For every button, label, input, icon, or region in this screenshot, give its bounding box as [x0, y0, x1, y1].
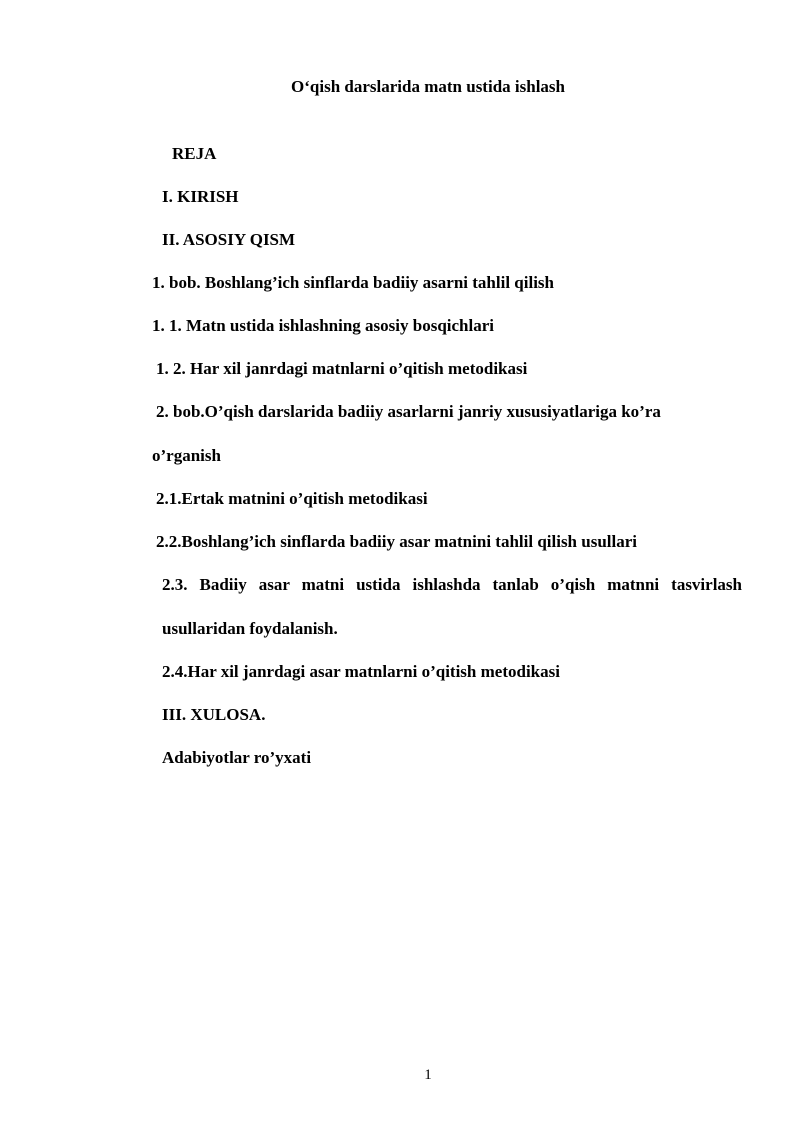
- plan-item-bibliography: Adabiyotlar ro’yxati: [162, 748, 312, 767]
- plan-item-section-1-2: 1. 2. Har xil janrdagi matnlarni o’qitish metodikasi: [156, 359, 528, 378]
- plan-heading: REJA: [172, 144, 217, 163]
- plan-item-introduction: I. KIRISH: [162, 187, 239, 206]
- plan-item-chapter-2: 2. bob.O’qish darslarida badiiy asarlarni janriy xususiyatlariga ko’ra: [156, 402, 661, 421]
- plan-item-section-2-1: 2.1.Ertak matnini o’qitish metodikasi: [156, 489, 428, 508]
- plan-item-section-2-4: 2.4.Har xil janrdagi asar matnlarni o’qitish metodikasi: [162, 662, 560, 681]
- plan-item-section-2-3: 2.3. Badiiy asar matni ustida ishlashda tanlab o’qish matnni tasvirlash: [162, 575, 742, 594]
- plan-item-chapter-1: 1. bob. Boshlang’ich sinflarda badiiy asarni tahlil qilish: [152, 273, 554, 292]
- plan-item-chapter-2-continued: o’rganish: [152, 446, 221, 465]
- document-title: O‘qish darslarida matn ustida ishlash: [291, 77, 565, 96]
- page-number: 1: [424, 1067, 432, 1083]
- plan-item-main-part: II. ASOSIY QISM: [162, 230, 296, 249]
- plan-item-section-1-1: 1. 1. Matn ustida ishlashning asosiy bosqichlari: [152, 316, 494, 335]
- plan-item-section-2-2: 2.2.Boshlang’ich sinflarda badiiy asar matnini tahlil qilish usullari: [156, 532, 638, 551]
- plan-item-conclusion: III. XULOSA.: [162, 705, 266, 724]
- plan-item-section-2-3-continued: usullaridan foydalanish.: [162, 619, 338, 638]
